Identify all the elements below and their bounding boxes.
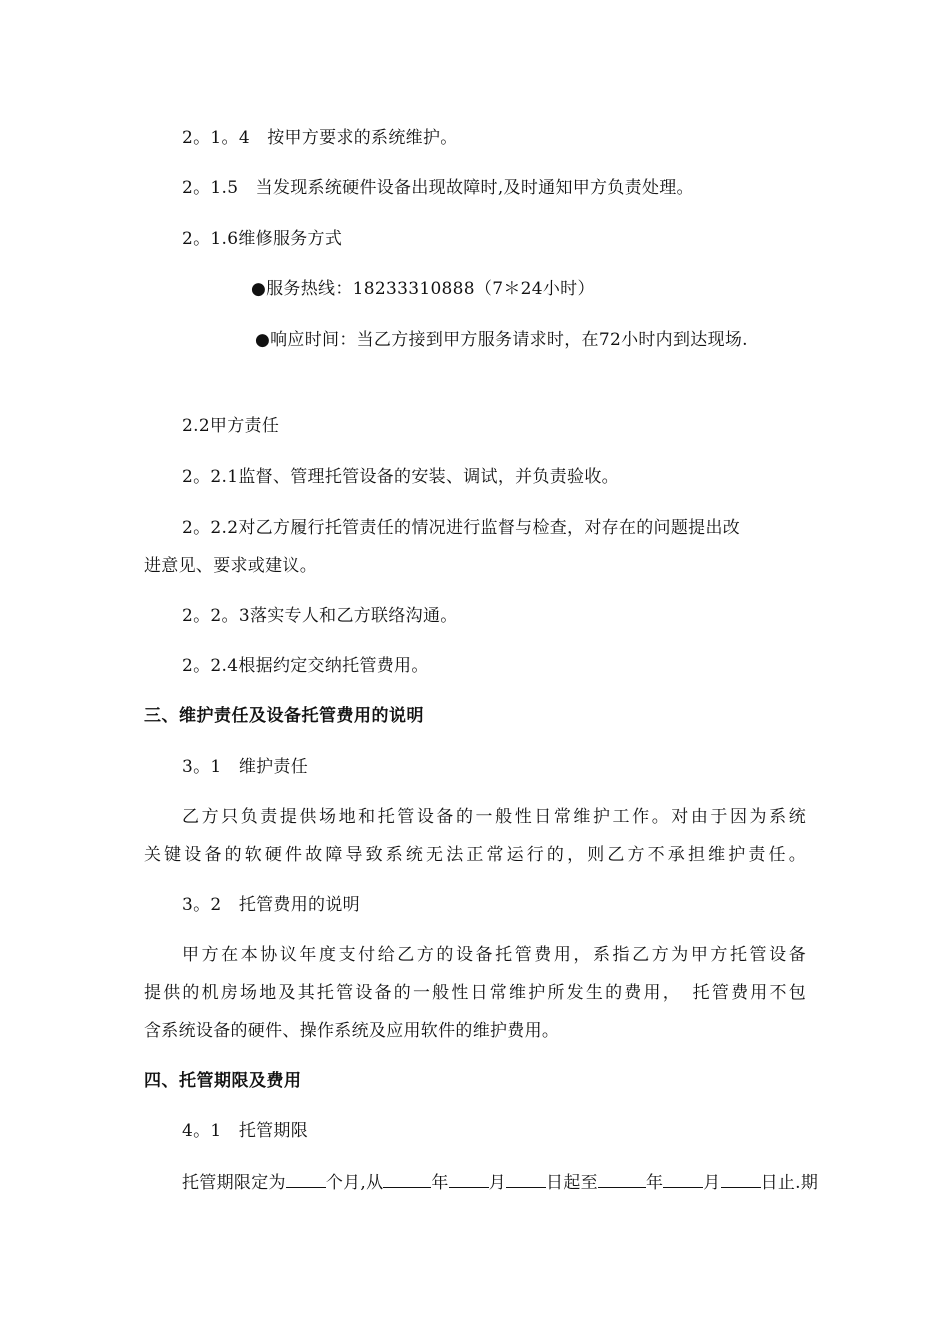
term-text-1: 托管期限定为	[182, 1173, 286, 1193]
clause-2-2-2-line1: 2。2.2对乙方履行托管责任的情况进行监督与检查，对存在的问题提出改	[182, 518, 741, 538]
term-text-8: 日止.期	[760, 1173, 819, 1193]
clause-2-2-3: 2。2。3落实专人和乙方联络沟通。	[182, 606, 458, 626]
end-month-blank[interactable]	[663, 1171, 703, 1188]
start-month-blank[interactable]	[449, 1171, 489, 1188]
end-day-blank[interactable]	[721, 1171, 761, 1188]
clause-3-2-para-line3: 含系统设备的硬件、操作系统及应用软件的维护费用。	[144, 1021, 560, 1041]
term-text-6: 年	[645, 1173, 664, 1193]
clause-4-1-heading: 4。1 托管期限	[182, 1121, 309, 1141]
clause-3-1-para-line2: 关键设备的软硬件故障导致系统无法正常运行的，则乙方不承担维护责任。	[144, 845, 806, 865]
clause-2-1-4: 2。1。4 按甲方要求的系统维护。	[182, 128, 458, 148]
clause-2-2-2-line2: 进意见、要求或建议。	[144, 556, 317, 576]
start-day-blank[interactable]	[506, 1171, 546, 1188]
clause-2-2-1: 2。2.1监督、管理托管设备的安装、调试，并负责验收。	[182, 467, 619, 487]
term-text-2: 个月,从	[325, 1173, 384, 1193]
months-blank[interactable]	[286, 1171, 326, 1188]
clause-2-1-5: 2。1.5 当发现系统硬件设备出现故障时,及时通知甲方负责处理。	[182, 178, 694, 198]
service-hotline-item: ●服务热线：18233310888（7＊24小时）	[251, 279, 595, 299]
term-text-3: 年	[431, 1173, 449, 1193]
clause-3-2-para-line1: 甲方在本协议年度支付给乙方的设备托管费用，系指乙方为甲方托管设备	[182, 945, 806, 965]
clause-2-2-heading: 2.2甲方责任	[182, 416, 280, 436]
start-year-blank[interactable]	[383, 1171, 431, 1188]
term-text-4: 月	[488, 1173, 507, 1193]
section-3-heading: 三、维护责任及设备托管费用的说明	[144, 706, 424, 726]
response-time-item: ●响应时间：当乙方接到甲方服务请求时，在72小时内到达现场.	[255, 330, 748, 350]
term-period-line	[182, 1171, 818, 1193]
clause-2-2-4: 2。2.4根据约定交纳托管费用。	[182, 656, 429, 676]
term-text-5: 日起至	[546, 1173, 598, 1193]
section-4-heading: 四、托管期限及费用	[144, 1071, 302, 1091]
clause-3-2-heading: 3。2 托管费用的说明	[182, 895, 360, 915]
clause-3-1-para-line1: 乙方只负责提供场地和托管设备的一般性日常维护工作。对由于因为系统	[182, 807, 806, 827]
term-text-7: 月	[703, 1173, 721, 1193]
end-year-blank[interactable]	[598, 1171, 646, 1188]
clause-3-2-para-line2: 提供的机房场地及其托管设备的一般性日常维护所发生的费用， 托管费用不包	[144, 983, 806, 1003]
clause-3-1-heading: 3。1 维护责任	[182, 757, 309, 777]
clause-2-1-6: 2。1.6维修服务方式	[182, 229, 343, 249]
